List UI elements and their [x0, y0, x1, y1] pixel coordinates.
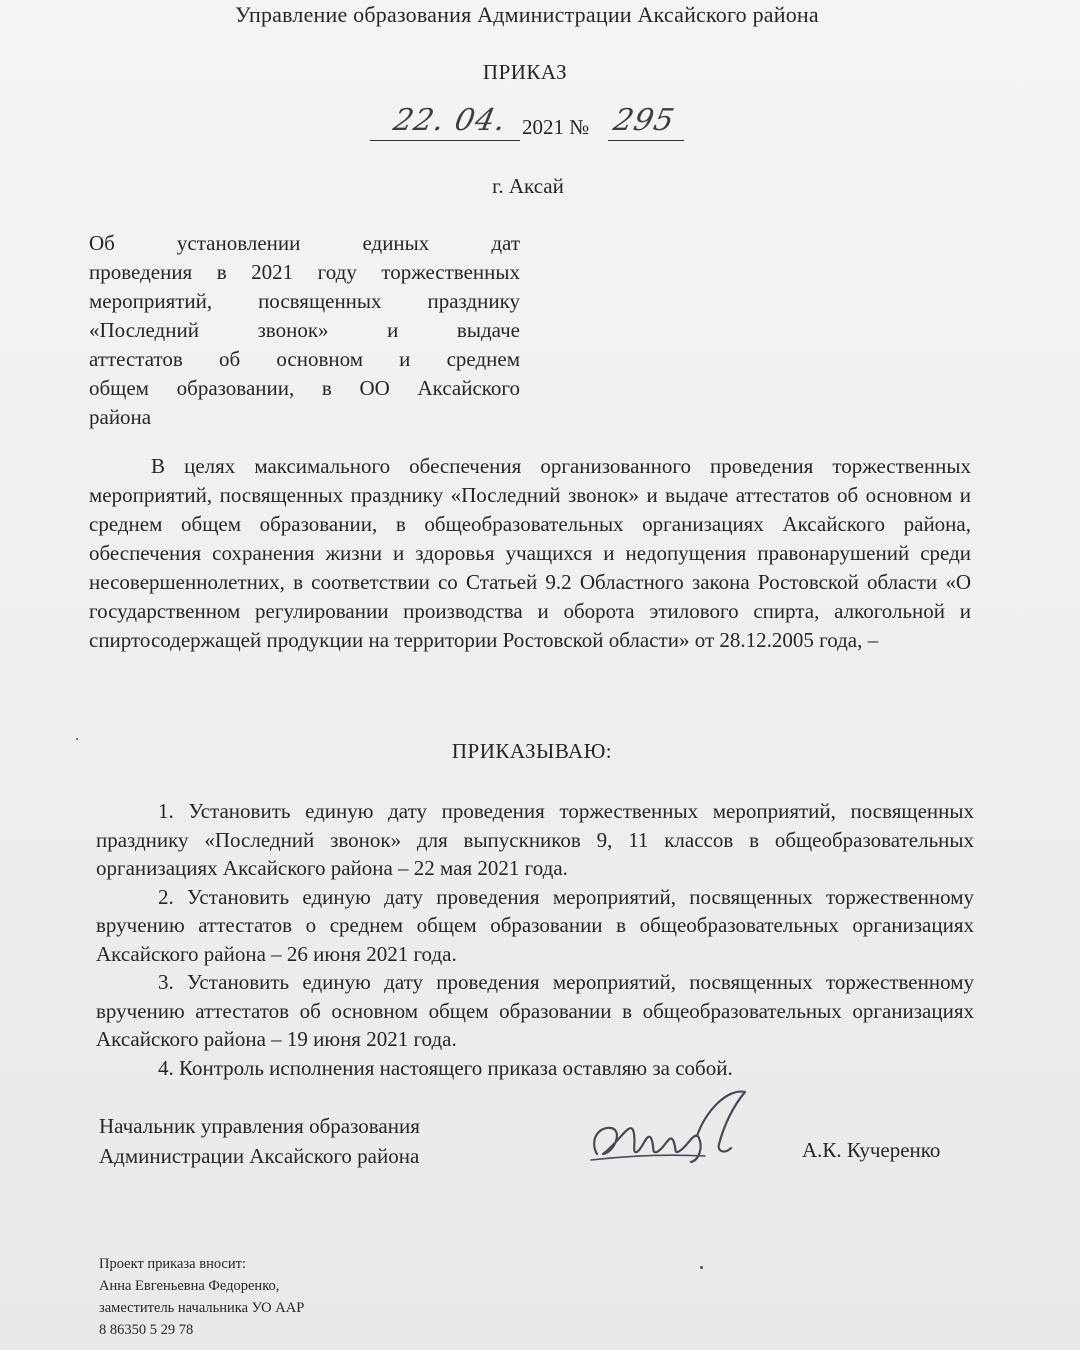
- preamble-paragraph: В целях максимального обеспечения организованного проведения торжественных мероприятий, посвященных празднику «Последний звонок» и выдаче аттестатов об основном и среднем общем образовании, в общеобразовательных организациях Аксайского района, обеспечения сохранения жизни и здоровья учащихся и недопущения правонарушений среди несовершеннолетних, в соответствии со Статьей 9.2 Областного закона Ростовской области «О государственном регулировании производства и оборота этилового спирта, алкогольной и спиртосодержащей продукции на территории Ростовской области» от 28.12.2005 года, –: [89, 454, 971, 652]
- order-item: 4. Контроль исполнения настоящего приказа оставляю за собой.: [158, 1055, 733, 1080]
- handwritten-date: 22. 04.: [390, 103, 510, 138]
- subject-line: района: [89, 405, 152, 429]
- order-item: 2. Установить единую дату проведения мероприятий, посвященных торжественному вручению аттестатов о среднем общем образовании в общеобразовательных организациях Аксайского района – 26 июня 2021 года.: [96, 884, 974, 966]
- document-type: ПРИКАЗ: [482, 60, 568, 84]
- paper-speck: [76, 738, 78, 740]
- subject-line: общем образовании, в ОО Аксайского: [89, 376, 520, 400]
- footer-line: Проект приказа вносит:: [99, 1256, 246, 1272]
- order-items: [96, 797, 974, 1082]
- paper-speck: [700, 1266, 703, 1269]
- footer-line: заместитель начальника УО ААР: [99, 1300, 305, 1316]
- subject-block: [89, 229, 520, 432]
- signer-position-line: Администрации Аксайского района: [99, 1144, 420, 1168]
- subject-line: аттестатов об основном и среднем: [89, 347, 520, 371]
- date-underline: [370, 140, 520, 141]
- city: г. Аксай: [492, 174, 564, 198]
- order-item: 3. Установить единую дату проведения мероприятий, посвященных торжественному вручению аттестатов об основном общем образовании в общеобразовательных организациях Аксайского района – 19 июня 2021 года.: [96, 970, 974, 1051]
- date-number-line: [370, 105, 690, 145]
- signer-position-line: Начальник управления образования: [99, 1114, 420, 1138]
- organization-name: Управление образования Администрации Аксайского района: [235, 2, 819, 27]
- subject-line: мероприятий, посвященных празднику: [89, 289, 520, 313]
- order-heading: ПРИКАЗЫВАЮ:: [451, 739, 613, 763]
- order-item: 1. Установить единую дату проведения торжественных мероприятий, посвященных празднику «Последний звонок» для выпускников 9, 11 классов в общеобразовательных организациях Аксайского района – 22 мая 2021 года.: [96, 799, 974, 880]
- year-number-label: 2021 №: [522, 115, 590, 139]
- footer-line: Анна Евгеньевна Федоренко,: [99, 1278, 280, 1294]
- prepared-by-block: [99, 1253, 304, 1341]
- number-underline: [608, 140, 684, 141]
- subject-line: «Последний звонок» и выдаче: [89, 318, 520, 342]
- subject-line: проведения в 2021 году торжественных: [89, 260, 520, 284]
- footer-line: 8 86350 5 29 78: [99, 1322, 194, 1338]
- handwritten-number: 295: [610, 103, 678, 138]
- signer-position: [99, 1111, 420, 1171]
- subject-line: Об установлении единых дат: [89, 231, 520, 255]
- signer-name: А.К. Кучеренко: [802, 1138, 941, 1162]
- handwritten-signature: [585, 1082, 760, 1172]
